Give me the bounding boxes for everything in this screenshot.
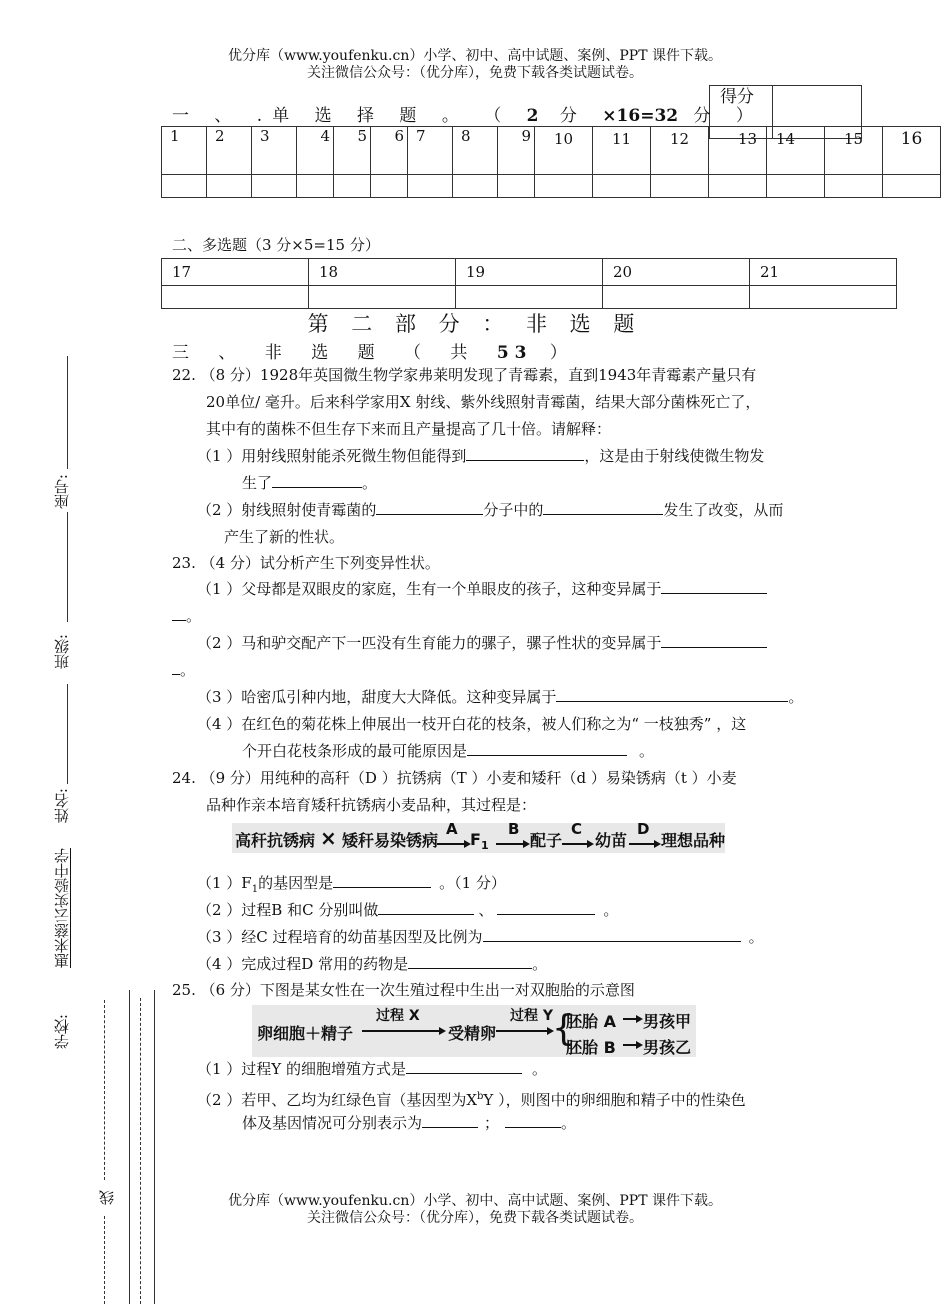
class-label: 班级:	[53, 634, 71, 670]
single-choice-answer-table	[161, 126, 941, 198]
breeding-process-diagram: 高秆抗锈病 × 矮秆易染锈病 A $F_1$ B 配子 C 幼苗 D 理想品种	[232, 823, 725, 853]
answer-cell[interactable]	[603, 286, 750, 309]
answer-blank[interactable]	[661, 579, 767, 594]
answer-cell[interactable]	[453, 175, 498, 198]
section2-title: 二、多选题（3 分×5=15 分）	[172, 236, 380, 254]
score-label: 得分	[710, 86, 773, 139]
answer-number: 12	[651, 127, 709, 175]
answer-number: 4	[297, 127, 334, 175]
line-mark: 线	[98, 1190, 116, 1205]
answer-blank[interactable]	[172, 660, 180, 675]
binding-line	[129, 990, 130, 1304]
arrow-icon	[496, 840, 530, 848]
answer-blank[interactable]	[422, 1113, 478, 1128]
answer-blank[interactable]	[543, 500, 663, 515]
answer-number: 1	[162, 127, 207, 175]
arrow-icon	[623, 1015, 643, 1023]
answer-cell[interactable]	[162, 286, 309, 309]
part2-title: 第 二 部 分 ： 非 选 题	[307, 312, 643, 336]
answer-number: 7	[408, 127, 453, 175]
answer-cell[interactable]	[651, 175, 709, 198]
answer-cell[interactable]	[309, 286, 456, 309]
answer-number: 11	[593, 127, 651, 175]
answer-blank[interactable]	[497, 900, 595, 915]
answer-number: 20	[603, 259, 750, 286]
answer-number: 5	[334, 127, 371, 175]
page-header	[0, 48, 950, 82]
answer-cell[interactable]	[593, 175, 651, 198]
answer-cell[interactable]	[408, 175, 453, 198]
class-field-line[interactable]	[67, 512, 68, 622]
answer-cell[interactable]	[535, 175, 593, 198]
footer-line-2: 关注微信公众号：（优分库），免费下载各类试题试卷。	[307, 1210, 643, 1226]
answer-blank[interactable]	[661, 633, 767, 648]
multi-choice-answer-table	[161, 258, 897, 309]
answer-number: 9	[498, 127, 535, 175]
answer-number: 16	[883, 127, 941, 175]
answer-cell[interactable]	[252, 175, 297, 198]
page-footer	[0, 1193, 950, 1227]
answer-number: 21	[750, 259, 897, 286]
seat-label: 座号:	[53, 474, 71, 510]
answer-cell[interactable]	[825, 175, 883, 198]
answer-blank[interactable]	[376, 500, 483, 515]
answer-cell[interactable]	[750, 286, 897, 309]
answer-blank[interactable]	[333, 873, 431, 888]
answer-cell[interactable]	[371, 175, 408, 198]
arrow-icon	[629, 840, 661, 848]
arrow-icon	[562, 840, 594, 848]
footer-line-1: 优分库（www.youfenku.cn）小学、初中、高中试题、案例、PPT 课件下载。	[227, 1193, 722, 1209]
header-line-1: 优分库（www.youfenku.cn）小学、初中、高中试题、案例、PPT 课件下载。	[227, 48, 722, 64]
twins-process-diagram: 卵细胞＋精子 过程 X 受精卵 过程 Y { 胚胎 A 男孩甲 胚胎 B 男孩乙	[252, 1005, 696, 1057]
answer-number: 13	[709, 127, 767, 175]
answer-cell[interactable]	[456, 286, 603, 309]
answer-cell[interactable]	[709, 175, 767, 198]
answer-number: 8	[453, 127, 498, 175]
arrow-icon	[623, 1041, 643, 1049]
seal-line-dashed	[104, 1216, 105, 1304]
answer-number: 10	[535, 127, 593, 175]
answer-blank[interactable]	[556, 687, 788, 702]
seal-line-dashed	[104, 1000, 105, 1180]
arrow-icon	[496, 1027, 554, 1035]
name-label: 姓名:	[53, 788, 71, 824]
binding-line-dashed	[140, 998, 141, 1304]
header-line-2: 关注微信公众号：（优分库），免费下载各类试题试卷。	[307, 65, 643, 81]
answer-number: 6	[371, 127, 408, 175]
answer-number: 18	[309, 259, 456, 286]
section1-title: 一 、 .单 选 择 题 。 （ 2 分 ×16=32 分 ）	[172, 106, 763, 126]
answer-cell[interactable]	[767, 175, 825, 198]
answer-blank[interactable]	[272, 473, 362, 488]
section3-title: 三 、 非 选 题 （ 共 53 ）	[172, 343, 579, 363]
answer-blank[interactable]	[505, 1113, 561, 1128]
answer-cell[interactable]	[334, 175, 371, 198]
answer-blank[interactable]	[406, 1059, 522, 1074]
arrow-icon	[437, 840, 471, 848]
answer-cell[interactable]	[883, 175, 941, 198]
school-name: 惠来慈云实验中学	[53, 848, 71, 968]
name-field-line[interactable]	[67, 684, 68, 784]
binding-line	[154, 990, 155, 1304]
answer-cell[interactable]	[207, 175, 252, 198]
answer-blank[interactable]	[483, 927, 741, 942]
answer-number: 14	[767, 127, 825, 175]
seat-field-line[interactable]	[67, 356, 68, 469]
answer-blank[interactable]	[467, 741, 627, 756]
answer-number: 17	[162, 259, 309, 286]
answer-number: 2	[207, 127, 252, 175]
answer-blank[interactable]	[378, 900, 474, 915]
answer-cell[interactable]	[297, 175, 334, 198]
school-label: 学校:	[53, 1014, 71, 1050]
answer-blank[interactable]	[172, 606, 186, 621]
arrow-icon	[362, 1027, 446, 1035]
answer-number: 3	[252, 127, 297, 175]
answer-blank[interactable]	[466, 446, 584, 461]
answer-cell[interactable]	[498, 175, 535, 198]
answer-number: 19	[456, 259, 603, 286]
answer-blank[interactable]	[408, 954, 532, 969]
answer-number: 15	[825, 127, 883, 175]
brace: {	[552, 1008, 575, 1049]
answer-cell[interactable]	[162, 175, 207, 198]
